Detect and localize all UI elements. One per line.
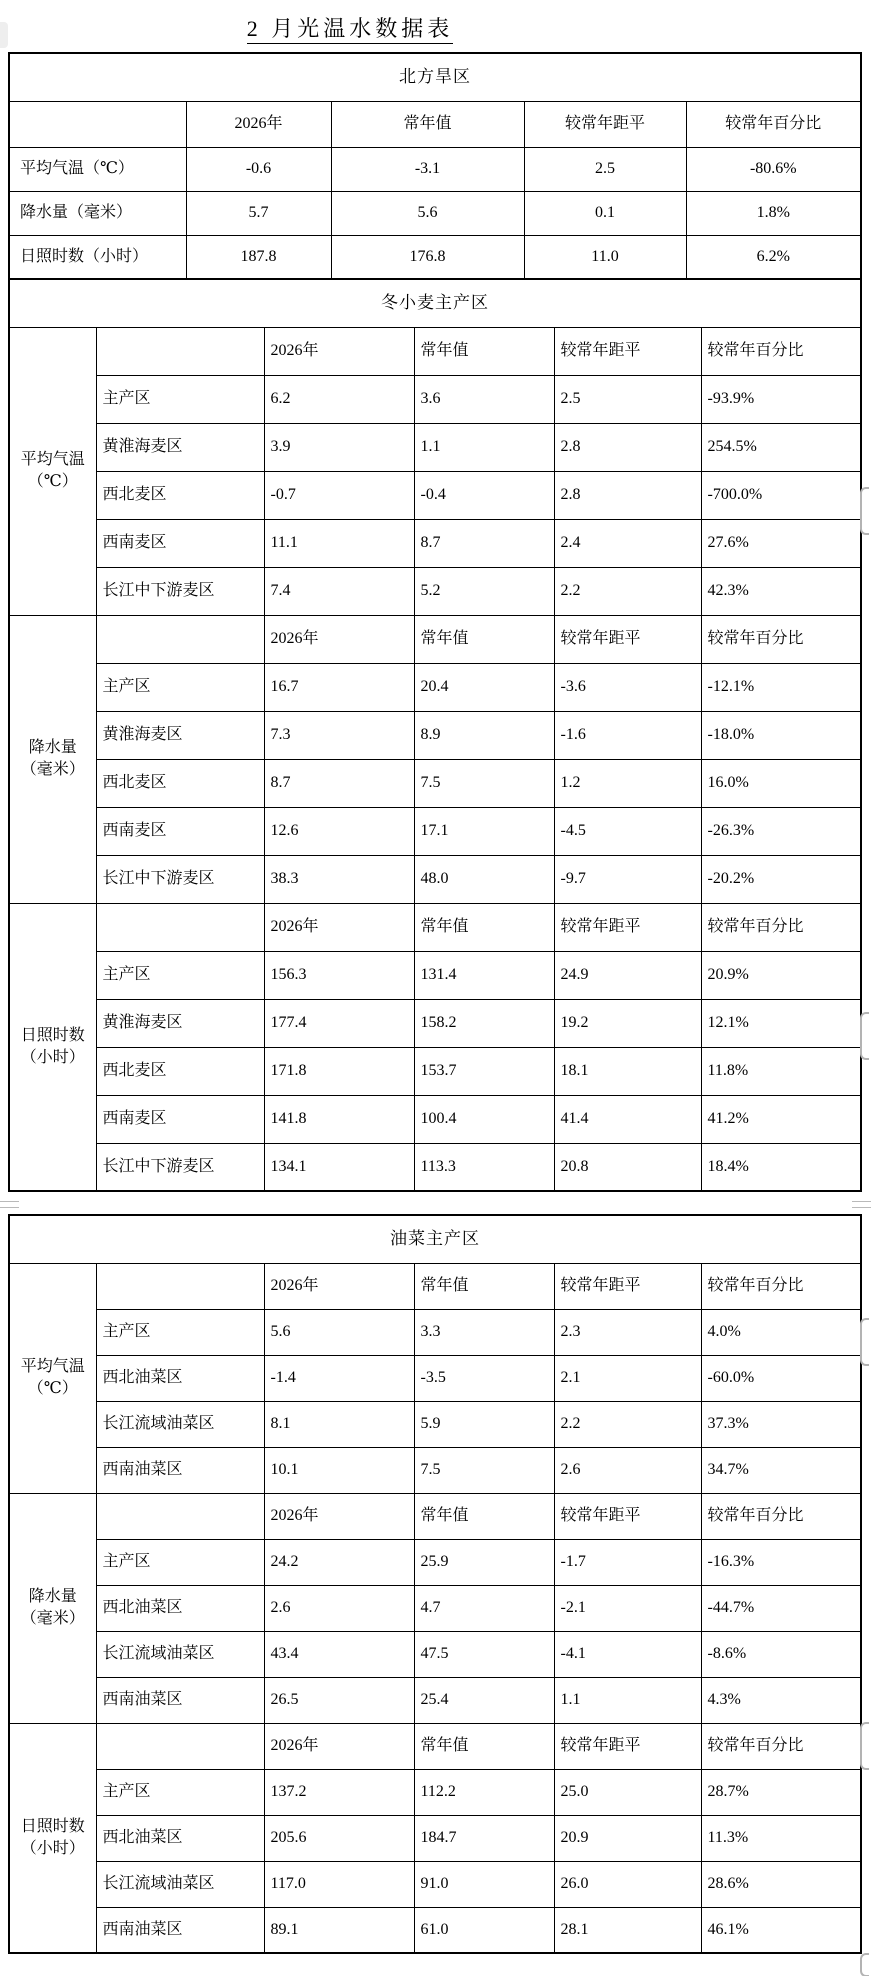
page-title: 2 月光温水数据表: [247, 16, 454, 44]
value-cell: 177.4: [264, 999, 414, 1047]
column-header: 常年值: [414, 327, 554, 375]
region-cell: 西北麦区: [96, 1047, 264, 1095]
value-cell: 2.6: [264, 1585, 414, 1631]
winter-wheat-table: [8, 278, 862, 1192]
region-cell: 西南麦区: [96, 519, 264, 567]
value-cell: -1.7: [554, 1539, 701, 1585]
column-header: 较常年百分比: [701, 615, 861, 663]
value-cell: 153.7: [414, 1047, 554, 1095]
divider-fragment: [852, 1201, 871, 1208]
table-row: [9, 1095, 861, 1143]
column-header: 2026年: [264, 615, 414, 663]
column-header: 较常年距平: [554, 1723, 701, 1769]
value-cell: 2.8: [554, 471, 701, 519]
column-header: 较常年百分比: [686, 101, 861, 147]
table-row: [9, 711, 861, 759]
table-row: [9, 471, 861, 519]
value-cell: 11.3%: [701, 1815, 861, 1861]
column-header: 较常年百分比: [701, 1263, 861, 1309]
row-label: 日照时数（小时）: [9, 235, 186, 279]
corner-artifact: [0, 22, 8, 48]
value-cell: 0.1: [524, 191, 686, 235]
value-cell: 20.9: [554, 1815, 701, 1861]
table-row: [9, 1401, 861, 1447]
table-row: [9, 807, 861, 855]
table-row: [9, 759, 861, 807]
value-cell: 41.4: [554, 1095, 701, 1143]
value-cell: 7.5: [414, 759, 554, 807]
table-row: [9, 235, 861, 279]
value-cell: 254.5%: [701, 423, 861, 471]
region-cell: 主产区: [96, 375, 264, 423]
table-row: [9, 1861, 861, 1907]
value-cell: 61.0: [414, 1907, 554, 1953]
table-row: [9, 519, 861, 567]
column-header: 较常年距平: [524, 101, 686, 147]
value-cell: 7.3: [264, 711, 414, 759]
region-header-empty: [96, 1493, 264, 1539]
value-cell: 16.0%: [701, 759, 861, 807]
value-cell: 2.8: [554, 423, 701, 471]
value-cell: 2.5: [524, 147, 686, 191]
value-cell: 26.0: [554, 1861, 701, 1907]
value-cell: 2.2: [554, 1401, 701, 1447]
table-row: [9, 999, 861, 1047]
table-row: [9, 1907, 861, 1953]
value-cell: 10.1: [264, 1447, 414, 1493]
value-cell: -2.1: [554, 1585, 701, 1631]
column-header: 常年值: [414, 1723, 554, 1769]
table-row: [9, 101, 861, 147]
column-header: 较常年距平: [554, 1263, 701, 1309]
group-label: 日照时数（小时）: [9, 903, 96, 1191]
value-cell: 5.6: [331, 191, 524, 235]
value-cell: 27.6%: [701, 519, 861, 567]
corner-empty-cell: [9, 101, 186, 147]
group-label: 平均气温（℃）: [9, 327, 96, 615]
value-cell: 25.9: [414, 1539, 554, 1585]
table-row: [9, 1539, 861, 1585]
region-cell: 长江中下游麦区: [96, 1143, 264, 1191]
value-cell: 26.5: [264, 1677, 414, 1723]
column-header: 常年值: [414, 1263, 554, 1309]
value-cell: 2.3: [554, 1309, 701, 1355]
value-cell: 5.7: [186, 191, 331, 235]
value-cell: 4.3%: [701, 1677, 861, 1723]
value-cell: 158.2: [414, 999, 554, 1047]
edge-bracket-artifact: [860, 1722, 869, 1770]
value-cell: 3.3: [414, 1309, 554, 1355]
value-cell: -1.4: [264, 1355, 414, 1401]
region-cell: 西北油菜区: [96, 1355, 264, 1401]
region-cell: 长江中下游麦区: [96, 855, 264, 903]
column-header: 2026年: [264, 903, 414, 951]
region-cell: 西南麦区: [96, 807, 264, 855]
table-row: [9, 327, 861, 375]
table-row: [9, 1723, 861, 1769]
value-cell: -8.6%: [701, 1631, 861, 1677]
value-cell: 2.1: [554, 1355, 701, 1401]
table-gap: [0, 1192, 871, 1214]
row-label: 平均气温（℃）: [9, 147, 186, 191]
value-cell: 42.3%: [701, 567, 861, 615]
value-cell: 100.4: [414, 1095, 554, 1143]
value-cell: 5.6: [264, 1309, 414, 1355]
rapeseed-table: [8, 1214, 862, 1954]
edge-bracket-artifact: [860, 1318, 869, 1366]
table-row: [9, 855, 861, 903]
table-row: [9, 1215, 861, 1263]
region-cell: 西北麦区: [96, 759, 264, 807]
value-cell: -18.0%: [701, 711, 861, 759]
region-cell: 黄淮海麦区: [96, 711, 264, 759]
value-cell: 18.1: [554, 1047, 701, 1095]
section-title: 北方旱区: [9, 53, 861, 101]
table-row: [9, 1047, 861, 1095]
value-cell: 117.0: [264, 1861, 414, 1907]
region-header-empty: [96, 903, 264, 951]
column-header: 常年值: [414, 615, 554, 663]
value-cell: 37.3%: [701, 1401, 861, 1447]
table-row: [9, 1447, 861, 1493]
table-row: [9, 375, 861, 423]
value-cell: 112.2: [414, 1769, 554, 1815]
value-cell: 19.2: [554, 999, 701, 1047]
value-cell: 187.8: [186, 235, 331, 279]
value-cell: -0.7: [264, 471, 414, 519]
table-row: [9, 1677, 861, 1723]
value-cell: 43.4: [264, 1631, 414, 1677]
column-header: 较常年距平: [554, 1493, 701, 1539]
region-cell: 主产区: [96, 1309, 264, 1355]
column-header: 2026年: [264, 1493, 414, 1539]
value-cell: 4.7: [414, 1585, 554, 1631]
value-cell: -1.6: [554, 711, 701, 759]
section-title: 冬小麦主产区: [9, 279, 861, 327]
group-label: 降水量（毫米）: [9, 1493, 96, 1723]
column-header: 2026年: [264, 1723, 414, 1769]
value-cell: 6.2%: [686, 235, 861, 279]
region-cell: 长江流域油菜区: [96, 1861, 264, 1907]
value-cell: 1.8%: [686, 191, 861, 235]
value-cell: 28.1: [554, 1907, 701, 1953]
value-cell: -0.4: [414, 471, 554, 519]
value-cell: 8.9: [414, 711, 554, 759]
value-cell: 48.0: [414, 855, 554, 903]
section-title: 油菜主产区: [9, 1215, 861, 1263]
region-cell: 主产区: [96, 1769, 264, 1815]
value-cell: 12.6: [264, 807, 414, 855]
region-cell: 西北油菜区: [96, 1815, 264, 1861]
value-cell: -16.3%: [701, 1539, 861, 1585]
table-row: [9, 1585, 861, 1631]
table-row: [9, 147, 861, 191]
value-cell: 3.9: [264, 423, 414, 471]
table-row: [9, 567, 861, 615]
region-cell: 西北麦区: [96, 471, 264, 519]
column-header: 较常年百分比: [701, 327, 861, 375]
value-cell: 25.4: [414, 1677, 554, 1723]
value-cell: 25.0: [554, 1769, 701, 1815]
column-header: 较常年百分比: [701, 1723, 861, 1769]
edge-bracket-artifact: [860, 487, 869, 535]
value-cell: 28.6%: [701, 1861, 861, 1907]
region-cell: 西北油菜区: [96, 1585, 264, 1631]
region-cell: 主产区: [96, 1539, 264, 1585]
value-cell: 1.1: [554, 1677, 701, 1723]
region-cell: 西南油菜区: [96, 1907, 264, 1953]
group-label: 平均气温（℃）: [9, 1263, 96, 1493]
value-cell: 171.8: [264, 1047, 414, 1095]
value-cell: 131.4: [414, 951, 554, 999]
column-header: 较常年百分比: [701, 1493, 861, 1539]
region-cell: 黄淮海麦区: [96, 423, 264, 471]
row-label: 降水量（毫米）: [9, 191, 186, 235]
value-cell: 89.1: [264, 1907, 414, 1953]
table-row: [9, 1815, 861, 1861]
value-cell: 11.0: [524, 235, 686, 279]
value-cell: 5.2: [414, 567, 554, 615]
tables-container: [8, 52, 860, 1954]
divider-fragment: [0, 1201, 19, 1208]
value-cell: 41.2%: [701, 1095, 861, 1143]
column-header: 较常年距平: [554, 327, 701, 375]
value-cell: 1.2: [554, 759, 701, 807]
north-dry-area-table: [8, 52, 862, 280]
value-cell: 91.0: [414, 1861, 554, 1907]
value-cell: 5.9: [414, 1401, 554, 1447]
value-cell: 20.9%: [701, 951, 861, 999]
table-row: [9, 663, 861, 711]
region-cell: 西南油菜区: [96, 1447, 264, 1493]
region-cell: 长江流域油菜区: [96, 1401, 264, 1447]
value-cell: 7.4: [264, 567, 414, 615]
table-row: [9, 1631, 861, 1677]
region-header-empty: [96, 1263, 264, 1309]
value-cell: 3.6: [414, 375, 554, 423]
value-cell: -9.7: [554, 855, 701, 903]
value-cell: 24.2: [264, 1539, 414, 1585]
value-cell: -3.5: [414, 1355, 554, 1401]
value-cell: -12.1%: [701, 663, 861, 711]
region-cell: 长江中下游麦区: [96, 567, 264, 615]
region-cell: 主产区: [96, 663, 264, 711]
value-cell: 8.7: [414, 519, 554, 567]
column-header: 较常年百分比: [701, 903, 861, 951]
table-row: [9, 279, 861, 327]
column-header: 常年值: [414, 1493, 554, 1539]
table-row: [9, 1355, 861, 1401]
value-cell: -3.6: [554, 663, 701, 711]
table-row: [9, 1769, 861, 1815]
table-row: [9, 951, 861, 999]
value-cell: 11.8%: [701, 1047, 861, 1095]
value-cell: 24.9: [554, 951, 701, 999]
table-row: [9, 903, 861, 951]
value-cell: 184.7: [414, 1815, 554, 1861]
value-cell: 7.5: [414, 1447, 554, 1493]
title-row: [0, 0, 700, 52]
value-cell: 1.1: [414, 423, 554, 471]
region-cell: 黄淮海麦区: [96, 999, 264, 1047]
value-cell: 20.8: [554, 1143, 701, 1191]
value-cell: 28.7%: [701, 1769, 861, 1815]
group-label: 降水量（毫米）: [9, 615, 96, 903]
value-cell: 38.3: [264, 855, 414, 903]
value-cell: 2.6: [554, 1447, 701, 1493]
region-cell: 西南油菜区: [96, 1677, 264, 1723]
edge-bracket-artifact: [860, 1012, 869, 1060]
value-cell: 4.0%: [701, 1309, 861, 1355]
value-cell: -3.1: [331, 147, 524, 191]
table-row: [9, 1263, 861, 1309]
value-cell: 46.1%: [701, 1907, 861, 1953]
value-cell: 156.3: [264, 951, 414, 999]
value-cell: -20.2%: [701, 855, 861, 903]
value-cell: 8.7: [264, 759, 414, 807]
value-cell: 12.1%: [701, 999, 861, 1047]
value-cell: 2.5: [554, 375, 701, 423]
region-header-empty: [96, 1723, 264, 1769]
value-cell: 2.2: [554, 567, 701, 615]
value-cell: -44.7%: [701, 1585, 861, 1631]
table-row: [9, 191, 861, 235]
column-header: 2026年: [186, 101, 331, 147]
value-cell: 8.1: [264, 1401, 414, 1447]
value-cell: 176.8: [331, 235, 524, 279]
value-cell: -93.9%: [701, 375, 861, 423]
value-cell: 113.3: [414, 1143, 554, 1191]
table-row: [9, 1309, 861, 1355]
group-label: 日照时数（小时）: [9, 1723, 96, 1953]
value-cell: -60.0%: [701, 1355, 861, 1401]
region-header-empty: [96, 615, 264, 663]
value-cell: -700.0%: [701, 471, 861, 519]
value-cell: 18.4%: [701, 1143, 861, 1191]
column-header: 2026年: [264, 327, 414, 375]
value-cell: 141.8: [264, 1095, 414, 1143]
value-cell: 16.7: [264, 663, 414, 711]
value-cell: 134.1: [264, 1143, 414, 1191]
edge-bracket-artifact: [860, 1953, 869, 1976]
column-header: 常年值: [414, 903, 554, 951]
table-row: [9, 615, 861, 663]
table-row: [9, 53, 861, 101]
value-cell: -26.3%: [701, 807, 861, 855]
value-cell: 20.4: [414, 663, 554, 711]
value-cell: -0.6: [186, 147, 331, 191]
value-cell: 47.5: [414, 1631, 554, 1677]
value-cell: 17.1: [414, 807, 554, 855]
table-row: [9, 423, 861, 471]
value-cell: 34.7%: [701, 1447, 861, 1493]
column-header: 常年值: [331, 101, 524, 147]
value-cell: 2.4: [554, 519, 701, 567]
table-row: [9, 1493, 861, 1539]
table-row: [9, 1143, 861, 1191]
column-header: 较常年距平: [554, 615, 701, 663]
region-cell: 主产区: [96, 951, 264, 999]
value-cell: 6.2: [264, 375, 414, 423]
value-cell: -80.6%: [686, 147, 861, 191]
column-header: 较常年距平: [554, 903, 701, 951]
region-header-empty: [96, 327, 264, 375]
value-cell: 11.1: [264, 519, 414, 567]
value-cell: -4.1: [554, 1631, 701, 1677]
value-cell: 205.6: [264, 1815, 414, 1861]
value-cell: -4.5: [554, 807, 701, 855]
region-cell: 长江流域油菜区: [96, 1631, 264, 1677]
column-header: 2026年: [264, 1263, 414, 1309]
region-cell: 西南麦区: [96, 1095, 264, 1143]
value-cell: 137.2: [264, 1769, 414, 1815]
